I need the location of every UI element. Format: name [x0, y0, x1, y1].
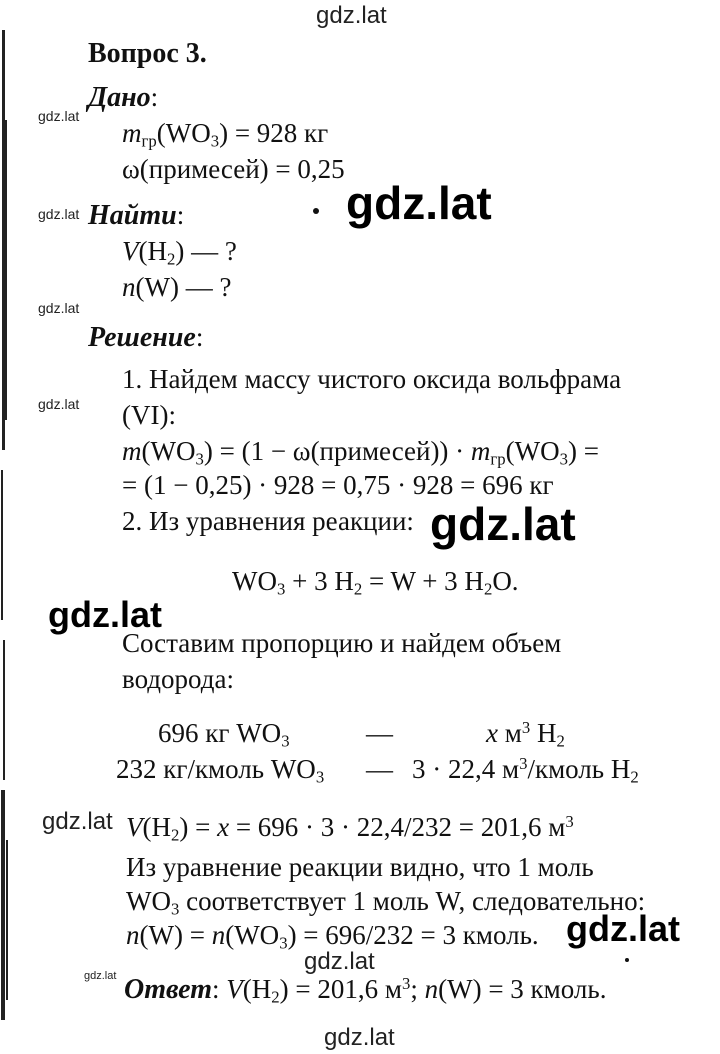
watermark-medium: gdz.lat: [42, 808, 113, 835]
amount-calculation: $n(W) = n(WO_3) = 696/232 = 3$ кмоль.: [126, 920, 539, 953]
step2-text: 2. Из уравнения реакции:: [122, 506, 414, 536]
proportion-row2-right: 3 · 22,4 $м^3$/кмоль $H_2$: [412, 753, 639, 787]
watermark-small: gdz.lat: [38, 206, 80, 222]
speck: [625, 958, 629, 962]
proportion-row2-left: 232 кг/кмоль $WO_3$: [116, 754, 325, 787]
note-text: Из уравнение реакции видно, что 1 моль: [126, 852, 594, 882]
solution-heading: Решение:: [88, 322, 204, 353]
reaction-equation: $WO_3 + 3$ $H_2 = W + 3$ $H_2O$.: [232, 566, 519, 599]
given-heading: Дано:: [88, 82, 159, 113]
proportion-row2-dash: —: [366, 754, 393, 784]
proportion-row1-right: x $м^3$ $H_2$: [486, 717, 565, 751]
watermark-large: gdz.lat: [566, 908, 680, 949]
find-amount: n(W) — ?: [122, 272, 232, 302]
volume-calculation: $V(H_2) = x = 696 \cdot 3 \cdot 22,4/232 = 201,6$ $м^3$: [126, 811, 574, 845]
watermark-large: gdz.lat: [48, 594, 162, 635]
equation-mass-result: = (1 − 0,25) · 928 = 0,75 · 928 = 696 кг: [122, 470, 554, 500]
step1-text-cont: (VI):: [122, 400, 176, 430]
proportion-row1-dash: —: [366, 718, 393, 748]
question-title: Вопрос 3.: [88, 38, 207, 69]
watermark-small: gdz.lat: [38, 300, 80, 316]
given-impurity: ω(примесей) = 0,25: [122, 154, 345, 184]
proportion-intro-cont: водорода:: [122, 664, 234, 694]
equation-mass: $m(WO_3) = (1$ − ω(примесей)) · $m_{гр}(WO_3)$ =: [122, 436, 599, 469]
watermark-top: gdz.lat: [316, 2, 387, 29]
watermark-small: gdz.lat: [38, 396, 80, 412]
proportion-intro: Составим пропорцию и найдем объем: [122, 628, 562, 658]
answer-line: Ответ: $V(H_2) = 201,6$ $м^3$; n(W) = 3 кмоль.: [124, 973, 607, 1007]
watermark-bottom: gdz.lat: [324, 1024, 395, 1051]
find-heading: Найти:: [88, 200, 185, 231]
scan-edge: [0, 0, 12, 1054]
step1-text: 1. Найдем массу чистого оксида вольфрама: [122, 364, 622, 394]
find-volume: $V(H_2)$ — ?: [122, 236, 237, 269]
watermark-large: gdz.lat: [430, 498, 576, 550]
watermark-small: gdz.lat: [38, 108, 80, 124]
watermark-tiny: gdz.lat: [84, 970, 117, 982]
given-mass: $m_{гр}(WO_3) = 928$ кг: [122, 118, 329, 151]
watermark-large: gdz.lat: [346, 177, 492, 229]
note-text-cont: $WO_3$ соответствует 1 моль W, следовательно:: [126, 886, 646, 919]
proportion-row1-left: 696 кг $WO_3$: [158, 718, 290, 751]
speck: [313, 208, 319, 214]
watermark-medium: gdz.lat: [304, 948, 375, 975]
